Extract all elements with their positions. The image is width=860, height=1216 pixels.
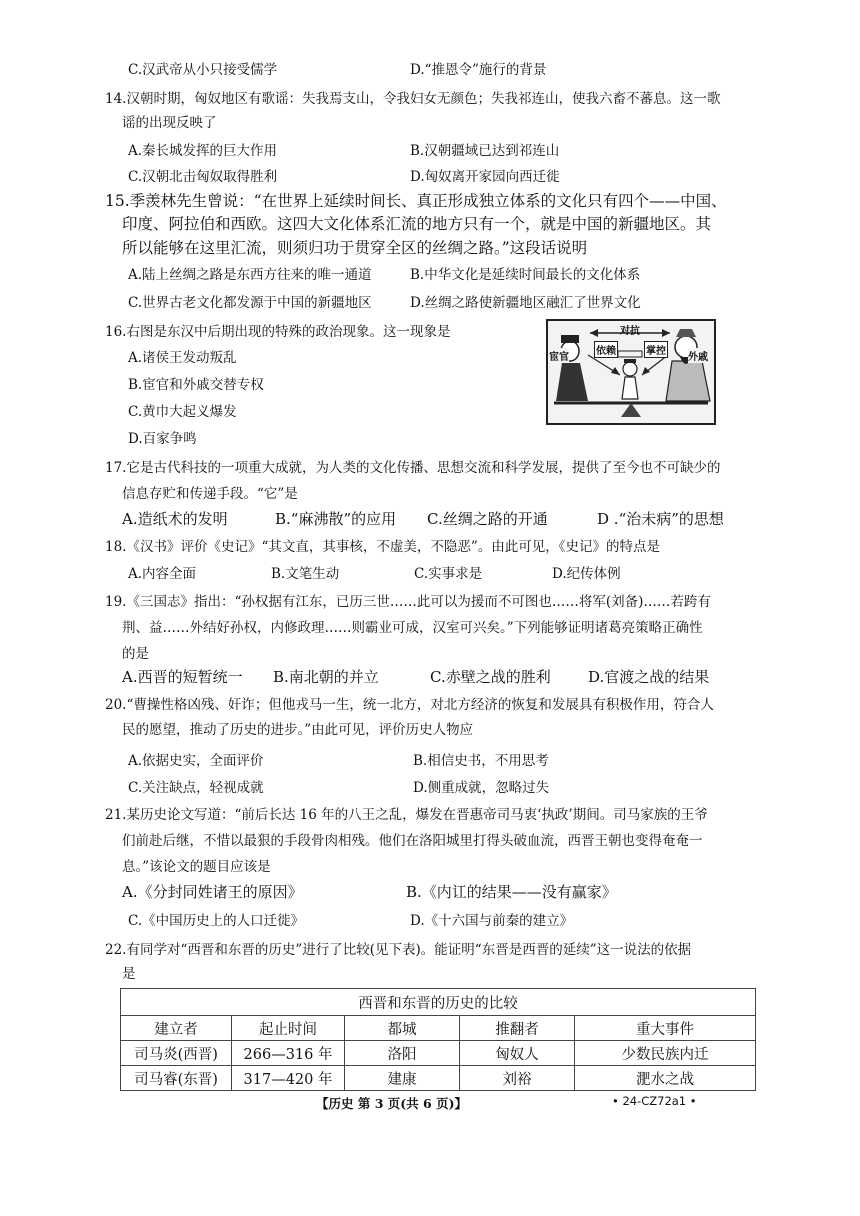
q19-option-c: C.赤壁之战的胜利	[430, 668, 551, 686]
page-footer: 【历史 第 3 页(共 6 页)】	[316, 1096, 467, 1111]
cartoon-label-top: 对抗	[620, 326, 640, 337]
paper-code: • 24-CZ72a1 •	[612, 1094, 697, 1108]
q19-option-d: D.官渡之战的结果	[588, 668, 710, 686]
table-header: 重大事件	[575, 1016, 756, 1041]
table-header: 起止时间	[232, 1016, 345, 1041]
q17-option-d: D .“治未病”的思想	[597, 510, 724, 528]
q20-option-d: D.侧重成就，忽略过失	[413, 780, 550, 796]
q19-option-a: A.西晋的短暂统一	[122, 668, 243, 686]
q20-option-c: C.关注缺点，轻视成就	[128, 780, 264, 796]
q15-stem-line1: 15.季羡林先生曾说：“在世界上延续时间长、真正形成独立体系的文化只有四个——中国、	[105, 192, 727, 210]
table-title: 西晋和东晋的历史的比较	[121, 989, 756, 1016]
q21-option-b: B.《内讧的结果——没有赢家》	[406, 883, 617, 901]
q19-option-b: B.南北朝的并立	[273, 668, 379, 686]
q18-option-d: D.纪传体例	[552, 566, 621, 582]
q16-option-a: A.诸侯王发动叛乱	[128, 350, 237, 366]
table-header: 建立者	[121, 1016, 232, 1041]
q15-option-b: B.中华文化是延续时间最长的文化体系	[410, 267, 641, 283]
q15-option-a: A.陆上丝绸之路是东西方往来的唯一通道	[128, 267, 372, 283]
q16-option-c: C.黄巾大起义爆发	[128, 404, 237, 420]
cartoon-label-right: 外戚	[688, 348, 708, 363]
q21-stem-line1: 21.某历史论文写道：“前后长达 16 年的八王之乱，爆发在晋惠帝司马衷‘执政’期间。司马家族的王爷	[105, 807, 708, 823]
q19-stem-line1: 19.《三国志》指出：“孙权据有江东，已历三世……此可以为援而不可图也……将军(刘备)……若跨有	[105, 594, 711, 610]
table-cell: 淝水之战	[575, 1066, 756, 1091]
q21-stem-line2: 们前赴后继，不惜以最狠的手段骨肉相残。他们在洛阳城里打得头破血流，西晋王朝也变得奄奄一	[122, 833, 703, 849]
q14-option-b: B.汉朝疆域已达到祁连山	[410, 143, 560, 159]
table-cell: 266—316 年	[232, 1041, 345, 1066]
q16-stem: 16.右图是东汉中后期出现的特殊的政治现象。这一现象是	[105, 324, 451, 340]
cartoon-label-mid-left: 依赖	[594, 341, 618, 358]
q21-option-c: C.《中国历史上的人口迁徙》	[128, 913, 305, 929]
q16-option-d: D.百家争鸣	[128, 431, 197, 447]
q15-stem-line3: 所以能够在这里汇流，则须归功于贯穿全区的丝绸之路。”这段话说明	[122, 239, 588, 257]
table-cell: 司马炎(西晋)	[121, 1041, 232, 1066]
q20-option-b: B.相信史书，不用思考	[413, 753, 549, 769]
political-cartoon	[546, 319, 716, 425]
table-row	[121, 1041, 756, 1066]
q15-stem-line2: 印度、阿拉伯和西欧。这四大文化体系汇流的地方只有一个，就是中国的新疆地区。其	[122, 215, 712, 233]
q21-stem-line3: 息。”该论文的题目应该是	[122, 859, 271, 875]
q13-option-d: D.“推恩令”施行的背景	[410, 62, 547, 78]
q18-option-a: A.内容全面	[128, 566, 197, 582]
q16-option-b: B.宦官和外戚交替专权	[128, 377, 264, 393]
q14-stem-line1: 14.汉朝时期，匈奴地区有歌谣：失我焉支山，令我妇女无颜色；失我祁连山，使我六畜不蕃息。这一歌	[105, 91, 721, 107]
comparison-table	[120, 988, 756, 1091]
table-cell: 匈奴人	[460, 1041, 575, 1066]
table-cell: 建康	[345, 1066, 460, 1091]
q17-stem-line2: 信息存贮和传递手段。“它”是	[122, 486, 298, 502]
q15-option-d: D.丝绸之路使新疆地区融汇了世界文化	[410, 295, 641, 311]
q14-option-c: C.汉朝北击匈奴取得胜利	[128, 169, 278, 185]
q15-option-c: C.世界古老文化都发源于中国的新疆地区	[128, 295, 372, 311]
q21-option-a: A.《分封同姓诸王的原因》	[122, 883, 303, 901]
q17-option-a: A.造纸术的发明	[122, 510, 228, 528]
table-header: 都城	[345, 1016, 460, 1041]
q18-stem: 18.《汉书》评价《史记》“其文直，其事核，不虚美，不隐恶”。由此可见，《史记》的特点是	[105, 539, 661, 555]
q13-option-c: C.汉武帝从小只接受儒学	[128, 62, 278, 78]
q20-stem-line2: 民的愿望，推动了历史的进步。”由此可见，评价历史人物应	[122, 722, 474, 738]
q20-stem-line1: 20.“曹操性格凶残、奸诈；但他戎马一生，统一北方，对北方经济的恢复和发展具有积极作用，符合人	[105, 697, 714, 713]
table-cell: 司马睿(东晋)	[121, 1066, 232, 1091]
table-cell: 刘裕	[460, 1066, 575, 1091]
q17-option-b: B.“麻沸散”的应用	[275, 510, 397, 528]
q19-stem-line3: 的是	[122, 646, 149, 662]
table-cell: 317—420 年	[232, 1066, 345, 1091]
q22-stem-line1: 22.有同学对“西晋和东晋的历史”进行了比较(见下表)。能证明“东晋是西晋的延续”这一说法的依据	[105, 942, 692, 958]
q21-option-d: D.《十六国与前秦的建立》	[410, 913, 574, 929]
q14-option-d: D.匈奴离开家园向西迁徙	[410, 169, 560, 185]
table-header: 推翻者	[460, 1016, 575, 1041]
q14-stem-line2: 谣的出现反映了	[122, 115, 217, 131]
table-cell: 洛阳	[345, 1041, 460, 1066]
q19-stem-line2: 荆、益……外结好孙权，内修政理……则霸业可成，汉室可兴矣。”下列能够证明诸葛亮策略正确性	[122, 620, 703, 636]
table-row	[121, 1066, 756, 1091]
table-header-row	[121, 1016, 756, 1041]
table-cell: 少数民族内迁	[575, 1041, 756, 1066]
cartoon-label-mid-right: 掌控	[644, 341, 668, 358]
cartoon-label-left: 宦官	[549, 348, 569, 363]
q20-option-a: A.依据史实，全面评价	[128, 753, 264, 769]
q14-option-a: A.秦长城发挥的巨大作用	[128, 143, 278, 159]
q17-option-c: C.丝绸之路的开通	[427, 510, 548, 528]
q22-stem-line2: 是	[122, 966, 136, 982]
q18-option-c: C.实事求是	[414, 566, 483, 582]
q18-option-b: B.文笔生动	[271, 566, 340, 582]
q17-stem-line1: 17.它是古代科技的一项重大成就，为人类的文化传播、思想交流和科学发展，提供了至今也不可缺少的	[105, 460, 721, 476]
